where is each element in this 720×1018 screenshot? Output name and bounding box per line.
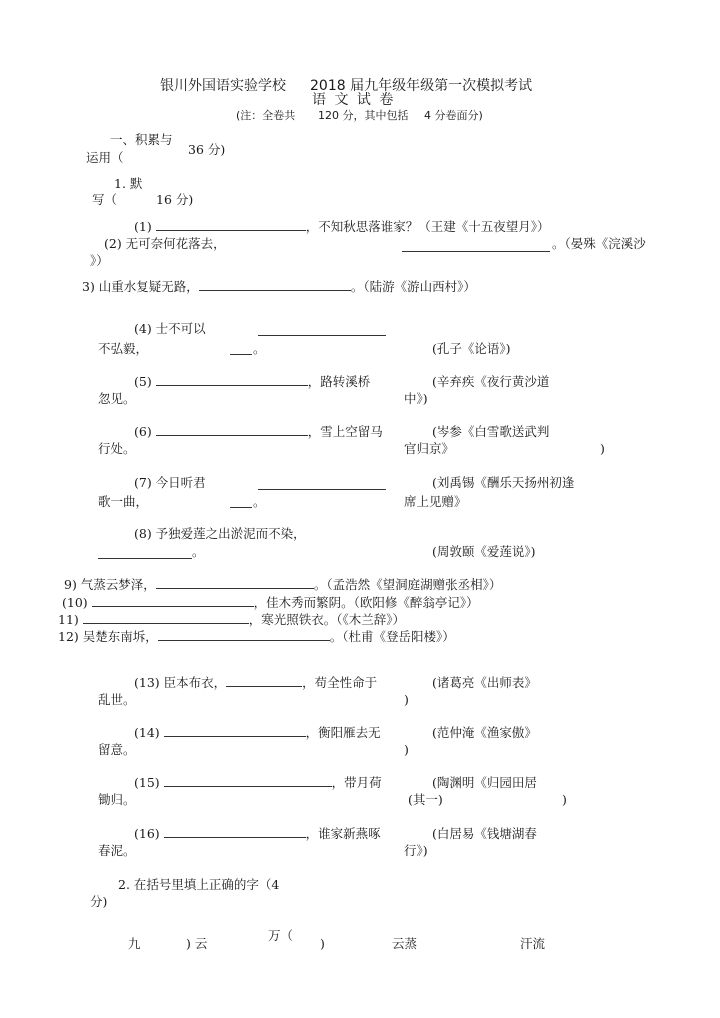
q2-word-4: ) bbox=[320, 936, 325, 951]
answer-blank[interactable] bbox=[83, 612, 249, 624]
answer-blank[interactable] bbox=[156, 577, 314, 589]
item-line2: 留意。 bbox=[98, 742, 136, 757]
item-number: (16) bbox=[134, 826, 160, 841]
answer-blank[interactable] bbox=[98, 547, 192, 559]
item-number: 11) bbox=[58, 612, 79, 627]
item-line2: 不弘毅， bbox=[98, 341, 149, 356]
q2-label: 2. 在括号里填上正确的字（4 bbox=[118, 877, 280, 892]
item-text: ，带月荷 bbox=[331, 775, 382, 790]
q1-label-cont: 写（ bbox=[92, 192, 118, 207]
item-number: (14) bbox=[134, 725, 160, 740]
q2-word-5: 云蒸 bbox=[392, 936, 418, 951]
item-text: ，苟全性命于 bbox=[302, 675, 378, 690]
item-text: ，寒光照铁衣。（《木兰辞》） bbox=[248, 612, 406, 627]
answer-blank[interactable] bbox=[156, 374, 308, 386]
q1-item-2: (2) 无可奈何花落去， bbox=[104, 236, 226, 251]
note-score: 120 分，其中包括 bbox=[318, 109, 409, 122]
q1-item-16 bbox=[134, 826, 381, 841]
item-text: ，衡阳雁去无 bbox=[305, 725, 381, 740]
q1-item-14 bbox=[134, 725, 381, 740]
item-source: 。（杜甫《登岳阳楼》） bbox=[329, 629, 455, 644]
item-text: (13) 臣本布衣， bbox=[134, 675, 227, 690]
answer-blank[interactable] bbox=[230, 496, 252, 508]
q1-label: 1. 默 bbox=[114, 176, 143, 191]
item-source-cont: 中》) bbox=[404, 391, 428, 406]
item-number: (10) bbox=[62, 595, 88, 610]
item-number: (15) bbox=[134, 775, 160, 790]
q1-item-9 bbox=[64, 577, 501, 592]
item-source: (辛弃疾《夜行黄沙道 bbox=[432, 374, 550, 389]
note-handwriting: 4 分卷面分) bbox=[424, 109, 483, 122]
item-number: (5) bbox=[134, 374, 152, 389]
exam-title: 2018 届九年级年级第一次模拟考试 bbox=[310, 78, 533, 94]
item-end: 。 bbox=[192, 544, 205, 559]
q2-label-cont: 分) bbox=[90, 894, 108, 909]
q1-item-12 bbox=[58, 629, 455, 644]
answer-blank[interactable] bbox=[164, 725, 306, 737]
q1-item-6 bbox=[134, 424, 383, 439]
q1-item-3 bbox=[82, 279, 476, 294]
item-source-cont: ) bbox=[404, 692, 409, 707]
item-source-tail: ) bbox=[562, 792, 567, 807]
item-source: (岑参《白雪歌送武判 bbox=[432, 424, 550, 439]
item-line2: 锄归。 bbox=[98, 792, 136, 807]
q1-item-7: (7) 今日听君 bbox=[134, 475, 206, 490]
item-text: ，不知秋思落谁家？（王建《十五夜望月》） bbox=[305, 219, 550, 234]
item-source-tail: ) bbox=[600, 441, 605, 456]
item-source-cont: ) bbox=[404, 742, 409, 757]
item-source-cont: 席上见赠》 bbox=[404, 494, 467, 509]
item-source: (刘禹锡《酬乐天扬州初逢 bbox=[432, 475, 575, 490]
q2-word-3: 万（ bbox=[268, 928, 294, 943]
q1-item-15 bbox=[134, 775, 382, 790]
answer-blank[interactable] bbox=[164, 826, 306, 838]
q1-item-10 bbox=[62, 595, 479, 610]
answer-blank[interactable] bbox=[164, 775, 332, 787]
section1-title-cont: 运用（ bbox=[86, 150, 124, 165]
item-line2: 乱世。 bbox=[98, 692, 136, 707]
item-text: ，雪上空留马 bbox=[307, 424, 383, 439]
item-line2: 行处。 bbox=[98, 441, 136, 456]
item-end: 。 bbox=[253, 494, 266, 509]
item-source-cont: 官归京》 bbox=[404, 441, 455, 456]
q1-item-1 bbox=[134, 219, 549, 234]
item-source: (周敦颐《爱莲说》) bbox=[432, 544, 536, 559]
item-text: ，谁家新燕啄 bbox=[305, 826, 381, 841]
item-source: 。（晏殊《浣溪沙 bbox=[552, 236, 646, 251]
item-end: 。 bbox=[253, 341, 266, 356]
item-source: (陶渊明《归园田居 bbox=[432, 775, 537, 790]
item-line2: 春泥。 bbox=[98, 843, 136, 858]
subject-title: 语 文 试 卷 bbox=[312, 92, 396, 108]
section1-title: 一、积累与 bbox=[110, 132, 173, 147]
item-source: (诸葛亮《出师表》 bbox=[432, 675, 537, 690]
answer-blank[interactable] bbox=[199, 279, 351, 291]
item-source: 。（陆游《游山西村》） bbox=[350, 279, 476, 294]
q1-score: 16 分) bbox=[156, 192, 194, 207]
q1-item-11 bbox=[58, 612, 405, 627]
item-text: 9) 气蒸云梦泽， bbox=[64, 577, 156, 592]
item-source-cont: 行》) bbox=[404, 843, 428, 858]
q2-word-6: 汗流 bbox=[520, 936, 546, 951]
item-line2: 歌一曲， bbox=[98, 494, 149, 509]
answer-blank[interactable] bbox=[156, 219, 306, 231]
answer-blank[interactable] bbox=[226, 675, 302, 687]
answer-blank[interactable] bbox=[258, 324, 386, 336]
item-number: (1) bbox=[134, 219, 152, 234]
item-text: 3) 山重水复疑无路， bbox=[82, 279, 199, 294]
item-text: ，路转溪桥 bbox=[307, 374, 371, 389]
q1-item-8: (8) 予独爱莲之出淤泥而不染， bbox=[134, 526, 306, 541]
item-source-tail: 》） bbox=[90, 253, 109, 268]
item-source: 。（孟浩然《望洞庭湖赠张丞相》） bbox=[313, 577, 502, 592]
item-source: (范仲淹《渔家傲》 bbox=[432, 725, 537, 740]
school-name: 银川外国语实验学校 bbox=[160, 78, 286, 94]
item-source: (孔子《论语》) bbox=[432, 341, 511, 356]
answer-blank[interactable] bbox=[158, 629, 330, 641]
item-number: (6) bbox=[134, 424, 152, 439]
answer-blank[interactable] bbox=[156, 424, 308, 436]
q2-word-1: 九 bbox=[128, 936, 141, 951]
q1-item-13 bbox=[134, 675, 377, 690]
item-source: (白居易《钱塘湖春 bbox=[432, 826, 537, 841]
item-text: 12) 吴楚东南坼， bbox=[58, 629, 158, 644]
answer-blank[interactable] bbox=[402, 240, 550, 252]
note-total: (注：全卷共 bbox=[236, 109, 296, 122]
q2-word-2: ) 云 bbox=[186, 936, 208, 951]
q1-item-5 bbox=[134, 374, 370, 389]
item-text: ，佳木秀而繁阴。（欧阳修《醉翁亭记》） bbox=[253, 595, 479, 610]
item-source-cont: (其一) bbox=[408, 792, 443, 807]
q1-item-4: (4) 士不可以 bbox=[134, 321, 206, 336]
answer-blank[interactable] bbox=[258, 478, 386, 490]
section1-score: 36 分) bbox=[188, 142, 226, 157]
item-line2: 忽见。 bbox=[98, 391, 136, 406]
answer-blank[interactable] bbox=[230, 343, 252, 355]
answer-blank[interactable] bbox=[92, 595, 254, 607]
